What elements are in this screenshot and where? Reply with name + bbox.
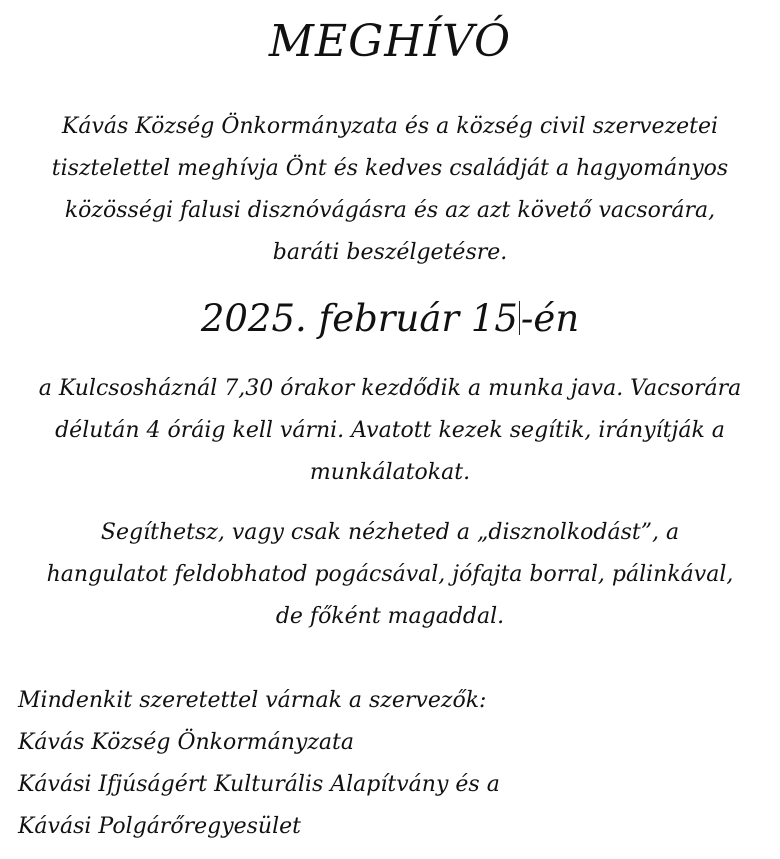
- event-date-suffix: -én: [520, 297, 580, 340]
- intro-line: Kávás Község Önkormányzata és a község civil szervezetei: [61, 114, 719, 139]
- page-title: MEGHÍVÓ: [268, 16, 512, 67]
- intro-line: tisztelettel meghívja Önt és kedves családját a hagyományos: [51, 156, 729, 181]
- text-cursor: [519, 301, 520, 335]
- work-line: délután 4 óráig kell várni. Avatott kezek segítik, irányítják a: [55, 418, 725, 443]
- help-line: de főként magaddal.: [275, 604, 505, 629]
- intro-paragraph: [10, 106, 770, 274]
- organizer-line: Kávás Község Önkormányzata: [18, 730, 354, 755]
- work-line: munkálatokat.: [309, 460, 471, 485]
- work-paragraph: [10, 368, 770, 494]
- organizer-line: Kávási Polgárőregyesület: [18, 814, 301, 839]
- work-line: a Kulcsosháznál 7,30 órakor kezdődik a munka java. Vacsorára: [38, 376, 742, 401]
- intro-line: közösségi falusi disznóvágásra és az azt követő vacsorára,: [64, 198, 716, 223]
- intro-line: baráti beszélgetésre.: [272, 240, 508, 265]
- event-date-text: 2025. február 15: [200, 297, 518, 340]
- event-date[interactable]: [0, 292, 780, 346]
- closing-line: Mindenkit szeretettel várnak a szervezők:: [18, 688, 487, 713]
- help-paragraph: [10, 512, 770, 638]
- closing-paragraph: [18, 680, 758, 848]
- organizer-line: Kávási Ifjúságért Kulturális Alapítvány és a: [18, 772, 500, 797]
- help-line: Segíthetsz, vagy csak nézheted a „disznolkodást”, a: [100, 520, 680, 545]
- help-line: hangulatot feldobhatod pogácsával, jófajta borral, pálinkával,: [46, 562, 734, 587]
